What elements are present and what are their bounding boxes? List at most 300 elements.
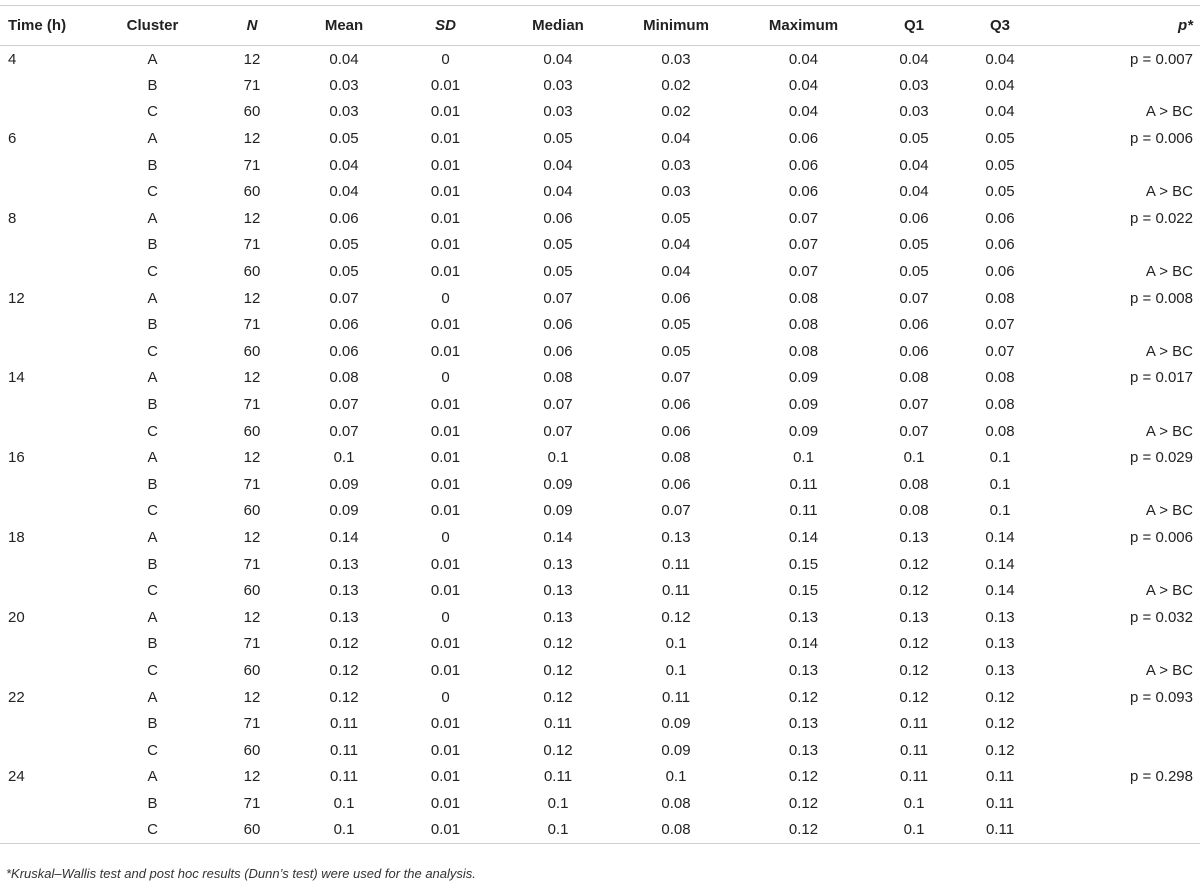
cell-cluster: B — [147, 635, 158, 653]
cell-n: 71 — [243, 715, 261, 733]
header-median: Median — [502, 6, 614, 46]
cell-maximum: 0.14 — [788, 528, 819, 546]
cell-minimum: 0.1 — [665, 661, 687, 679]
cell-minimum: 0.13 — [661, 528, 691, 546]
cell-time — [0, 710, 100, 737]
cell-sd: 0.01 — [430, 582, 461, 600]
cell-q1: 0.11 — [899, 768, 929, 786]
cell-q3: 0.06 — [985, 236, 1015, 254]
cell-time — [0, 311, 100, 338]
cell-p: A > BC — [1145, 342, 1193, 360]
cell-q1: 0.12 — [899, 635, 929, 653]
cell-time — [0, 72, 100, 99]
cell-sd: 0.01 — [430, 422, 461, 440]
header-mean: Mean — [299, 6, 389, 46]
cell-cluster: C — [147, 183, 158, 201]
cell-cluster: B — [147, 396, 158, 414]
cell-mean: 0.05 — [329, 236, 359, 254]
cell-cluster: A — [147, 768, 158, 786]
cell-q1: 0.04 — [899, 50, 929, 68]
cell-p: p = 0.298 — [1130, 768, 1193, 786]
table-row — [0, 577, 1200, 604]
cell-time: 8 — [8, 209, 17, 227]
cell-time — [0, 152, 100, 179]
cell-sd: 0 — [441, 369, 450, 387]
cell-q3: 0.11 — [959, 817, 1041, 844]
cell-sd: 0.01 — [430, 396, 461, 414]
cell-q1: 0.11 — [899, 741, 929, 759]
cell-median: 0.03 — [543, 76, 573, 94]
cell-q1: 0.12 — [899, 688, 929, 706]
cell-q1: 0.12 — [899, 582, 929, 600]
cell-q1: 0.12 — [899, 555, 929, 573]
cell-q1: 0.11 — [899, 715, 929, 733]
table-row — [0, 684, 1200, 711]
cell-median: 0.1 — [502, 817, 614, 844]
cell-q3: 0.14 — [985, 528, 1015, 546]
cell-q3: 0.08 — [985, 422, 1015, 440]
table-row — [0, 418, 1200, 445]
cell-sd: 0.01 — [430, 209, 461, 227]
table-row — [0, 737, 1200, 764]
cell-cluster: B — [147, 555, 158, 573]
cell-mean: 0.06 — [329, 209, 359, 227]
cell-q3: 0.04 — [985, 50, 1015, 68]
cell-n: 60 — [243, 183, 261, 201]
cell-q3: 0.07 — [985, 316, 1015, 334]
cell-q3: 0.13 — [985, 635, 1015, 653]
cell-mean: 0.09 — [329, 475, 359, 493]
cell-q3: 0.07 — [985, 342, 1015, 360]
cell-p: p = 0.093 — [1130, 688, 1193, 706]
cell-n: 12 — [243, 688, 261, 706]
cell-mean: 0.06 — [329, 342, 359, 360]
cell-n: 12 — [243, 528, 261, 546]
cell-time — [0, 577, 100, 604]
cell-cluster: B — [147, 794, 158, 812]
cell-median: 0.05 — [543, 263, 573, 281]
cell-n: 60 — [243, 342, 261, 360]
cell-median: 0.12 — [543, 688, 573, 706]
cell-maximum: 0.06 — [788, 130, 819, 148]
cell-cluster: C — [147, 661, 158, 679]
cell-p — [1041, 551, 1200, 578]
cell-q3: 0.05 — [985, 156, 1015, 174]
cell-minimum: 0.08 — [661, 794, 691, 812]
cell-q3: 0.06 — [985, 263, 1015, 281]
table-row — [0, 285, 1200, 312]
table-row — [0, 365, 1200, 392]
cell-p — [1041, 471, 1200, 498]
cell-maximum: 0.1 — [793, 449, 814, 467]
cell-q3: 0.13 — [985, 608, 1015, 626]
cell-n: 12 — [243, 289, 261, 307]
cell-cluster: A — [147, 289, 158, 307]
cell-mean: 0.12 — [329, 635, 359, 653]
cell-median: 0.14 — [543, 528, 573, 546]
cell-minimum: 0.1 — [665, 635, 687, 653]
cell-n: 71 — [243, 396, 261, 414]
cell-mean: 0.1 — [299, 817, 389, 844]
cell-cluster: A — [147, 528, 158, 546]
cell-p: A > BC — [1145, 502, 1193, 520]
cell-median: 0.09 — [543, 475, 573, 493]
cell-maximum: 0.13 — [788, 661, 819, 679]
cell-sd: 0 — [441, 528, 450, 546]
cell-p — [1041, 737, 1200, 764]
cell-median: 0.05 — [543, 130, 573, 148]
cell-mean: 0.03 — [329, 76, 359, 94]
cell-cluster: A — [147, 50, 158, 68]
header-p: p* — [1041, 6, 1200, 46]
cell-maximum: 0.09 — [788, 396, 819, 414]
cell-p — [1041, 152, 1200, 179]
table-row — [0, 391, 1200, 418]
cell-minimum: 0.02 — [661, 76, 691, 94]
table-row — [0, 604, 1200, 631]
cell-mean: 0.07 — [329, 396, 359, 414]
cell-cluster: C — [147, 741, 158, 759]
cell-sd: 0.01 — [430, 794, 461, 812]
cell-maximum: 0.11 — [789, 502, 818, 520]
cell-n: 71 — [243, 156, 261, 174]
cell-time — [0, 631, 100, 658]
cell-p — [1041, 631, 1200, 658]
cell-p — [1041, 391, 1200, 418]
cell-n: 71 — [243, 475, 261, 493]
table-row — [0, 657, 1200, 684]
cell-cluster: A — [147, 369, 158, 387]
header-n: N — [205, 6, 299, 46]
cell-median: 0.07 — [543, 289, 573, 307]
cell-maximum: 0.12 — [788, 688, 819, 706]
cell-mean: 0.1 — [333, 794, 355, 812]
cell-q3: 0.14 — [985, 582, 1015, 600]
cell-q3: 0.12 — [985, 715, 1015, 733]
cell-q1: 0.05 — [899, 263, 929, 281]
cell-q1: 0.1 — [869, 817, 959, 844]
cell-mean: 0.11 — [329, 715, 359, 733]
cell-median: 0.11 — [543, 715, 573, 733]
cell-minimum: 0.11 — [661, 582, 691, 600]
cell-median: 0.1 — [547, 449, 569, 467]
cell-n: 60 — [243, 263, 261, 281]
cell-minimum: 0.12 — [661, 608, 691, 626]
table-row — [0, 46, 1200, 73]
cell-sd: 0 — [441, 289, 450, 307]
cell-n: 12 — [243, 50, 261, 68]
table-row — [0, 764, 1200, 791]
cell-mean: 0.13 — [329, 608, 359, 626]
cell-mean: 0.11 — [329, 768, 359, 786]
cell-cluster: C — [100, 817, 205, 844]
cell-median: 0.12 — [543, 635, 573, 653]
cell-n: 12 — [243, 369, 261, 387]
cell-cluster: C — [147, 263, 158, 281]
cell-minimum: 0.05 — [661, 342, 691, 360]
cell-time: 14 — [8, 369, 25, 387]
cell-p: A > BC — [1145, 582, 1193, 600]
cell-cluster: A — [147, 688, 158, 706]
cell-sd: 0.01 — [430, 741, 461, 759]
cell-time: 16 — [8, 449, 25, 467]
cell-p — [1041, 311, 1200, 338]
cell-mean: 0.04 — [329, 183, 359, 201]
cell-q3: 0.12 — [985, 688, 1015, 706]
cell-q1: 0.07 — [899, 289, 929, 307]
cell-sd: 0.01 — [430, 236, 461, 254]
table-row — [0, 338, 1200, 365]
cell-q1: 0.06 — [899, 316, 929, 334]
cell-mean: 0.11 — [329, 741, 359, 759]
header-sd: SD — [389, 6, 502, 46]
cell-q3: 0.14 — [985, 555, 1015, 573]
cell-q3: 0.13 — [985, 661, 1015, 679]
cell-sd: 0.01 — [430, 475, 461, 493]
cell-sd: 0.01 — [389, 817, 502, 844]
cell-median: 0.04 — [543, 50, 573, 68]
cell-q1: 0.12 — [899, 661, 929, 679]
cell-minimum: 0.04 — [661, 130, 691, 148]
cell-maximum: 0.06 — [788, 183, 819, 201]
cell-q3: 0.1 — [989, 449, 1011, 467]
cell-sd: 0.01 — [430, 635, 461, 653]
cell-sd: 0.01 — [430, 263, 461, 281]
cell-sd: 0.01 — [430, 103, 461, 121]
cell-time — [0, 418, 100, 445]
cell-minimum: 0.09 — [661, 741, 691, 759]
cell-sd: 0.01 — [430, 156, 461, 174]
cell-cluster: B — [147, 475, 158, 493]
header-cluster: Cluster — [100, 6, 205, 46]
cell-time — [0, 391, 100, 418]
cell-n: 12 — [243, 768, 261, 786]
cell-n: 71 — [243, 794, 261, 812]
cell-cluster: B — [147, 156, 158, 174]
cell-n: 60 — [205, 817, 299, 844]
cell-minimum: 0.03 — [661, 156, 691, 174]
cell-minimum: 0.11 — [661, 688, 691, 706]
cell-minimum: 0.09 — [661, 715, 691, 733]
cell-n: 12 — [243, 209, 261, 227]
cell-mean: 0.06 — [329, 316, 359, 334]
cell-time — [0, 232, 100, 259]
cell-mean: 0.12 — [329, 661, 359, 679]
cell-cluster: C — [147, 342, 158, 360]
cell-sd: 0 — [441, 50, 450, 68]
cell-q3: 0.04 — [985, 103, 1015, 121]
cell-time: 6 — [8, 130, 17, 148]
cell-sd: 0.01 — [430, 316, 461, 334]
cell-minimum: 0.05 — [661, 316, 691, 334]
cell-time: 22 — [8, 688, 25, 706]
cell-minimum: 0.07 — [661, 502, 691, 520]
cell-q3: 0.1 — [989, 502, 1011, 520]
table-row — [0, 99, 1200, 126]
table-row — [0, 72, 1200, 99]
cell-q1: 0.1 — [903, 794, 925, 812]
cell-mean: 0.05 — [329, 130, 359, 148]
cell-median: 0.04 — [543, 183, 573, 201]
cell-minimum: 0.06 — [661, 289, 691, 307]
cell-maximum: 0.08 — [788, 289, 819, 307]
cell-maximum: 0.04 — [788, 50, 819, 68]
cell-maximum: 0.09 — [788, 422, 819, 440]
cell-q1: 0.06 — [899, 342, 929, 360]
cell-mean: 0.13 — [329, 582, 359, 600]
cell-q3: 0.08 — [985, 369, 1015, 387]
cell-n: 60 — [243, 582, 261, 600]
cell-maximum: 0.14 — [788, 635, 819, 653]
table-row — [0, 152, 1200, 179]
cell-p: A > BC — [1145, 422, 1193, 440]
cell-q3: 0.12 — [985, 741, 1015, 759]
cell-n: 12 — [243, 608, 261, 626]
cell-sd: 0.01 — [430, 768, 461, 786]
cell-p — [1041, 710, 1200, 737]
cell-median: 0.1 — [547, 794, 569, 812]
cell-maximum: 0.06 — [788, 156, 819, 174]
cell-q1: 0.05 — [899, 130, 929, 148]
cell-mean: 0.14 — [329, 528, 359, 546]
cell-minimum: 0.03 — [661, 183, 691, 201]
cell-time — [0, 657, 100, 684]
cell-mean: 0.13 — [329, 555, 359, 573]
cell-q1: 0.06 — [899, 209, 929, 227]
table-row — [0, 125, 1200, 152]
cell-n: 60 — [243, 103, 261, 121]
cell-minimum: 0.04 — [661, 236, 691, 254]
header-row — [0, 6, 1200, 46]
table-row — [0, 498, 1200, 525]
cell-maximum: 0.11 — [789, 475, 818, 493]
cell-maximum: 0.09 — [788, 369, 819, 387]
cell-minimum: 0.03 — [661, 50, 691, 68]
cell-time: 12 — [8, 289, 25, 307]
table-row — [0, 311, 1200, 338]
cell-mean: 0.05 — [329, 263, 359, 281]
cell-maximum: 0.07 — [788, 263, 819, 281]
cell-median: 0.06 — [543, 342, 573, 360]
cell-p: A > BC — [1145, 103, 1193, 121]
cell-q1: 0.08 — [899, 502, 929, 520]
cell-q1: 0.08 — [899, 475, 929, 493]
cell-median: 0.08 — [543, 369, 573, 387]
cell-median: 0.07 — [543, 396, 573, 414]
header-minimum: Minimum — [614, 6, 738, 46]
cell-n: 71 — [243, 555, 261, 573]
cell-mean: 0.12 — [329, 688, 359, 706]
cell-p: p = 0.032 — [1130, 608, 1193, 626]
table-row — [0, 205, 1200, 232]
header-q1: Q1 — [869, 6, 959, 46]
table-row — [0, 471, 1200, 498]
cell-p — [1041, 817, 1200, 844]
table-row — [0, 232, 1200, 259]
cell-q1: 0.08 — [899, 369, 929, 387]
cell-minimum: 0.06 — [661, 396, 691, 414]
cell-median: 0.13 — [543, 555, 573, 573]
table-row — [0, 551, 1200, 578]
cell-q1: 0.1 — [903, 449, 925, 467]
cell-minimum: 0.06 — [661, 475, 691, 493]
cell-sd: 0 — [441, 688, 450, 706]
cell-median: 0.03 — [543, 103, 573, 121]
cell-n: 71 — [243, 635, 261, 653]
cell-p: p = 0.029 — [1130, 449, 1193, 467]
cell-minimum: 0.08 — [661, 449, 691, 467]
cell-maximum: 0.12 — [738, 817, 869, 844]
cell-sd: 0.01 — [430, 76, 461, 94]
cell-q3: 0.08 — [985, 396, 1015, 414]
cell-maximum: 0.12 — [788, 794, 819, 812]
cell-cluster: A — [147, 608, 158, 626]
cell-q1: 0.07 — [899, 422, 929, 440]
cell-p: A > BC — [1145, 661, 1193, 679]
cell-sd: 0 — [441, 608, 450, 626]
cell-maximum: 0.04 — [788, 76, 819, 94]
cell-time: 24 — [8, 768, 25, 786]
cell-p: p = 0.006 — [1130, 528, 1193, 546]
table-row — [0, 258, 1200, 285]
cell-n: 71 — [243, 236, 261, 254]
cell-median: 0.12 — [543, 741, 573, 759]
cell-q1: 0.03 — [899, 76, 929, 94]
cell-maximum: 0.12 — [788, 768, 819, 786]
cell-cluster: C — [147, 502, 158, 520]
cell-n: 60 — [243, 661, 261, 679]
table-row — [0, 178, 1200, 205]
cell-minimum: 0.04 — [661, 263, 691, 281]
cell-maximum: 0.15 — [788, 555, 819, 573]
cell-mean: 0.07 — [329, 422, 359, 440]
cell-time: 18 — [8, 528, 25, 546]
cell-mean: 0.09 — [329, 502, 359, 520]
cell-minimum: 0.08 — [614, 817, 738, 844]
cell-n: 12 — [243, 449, 261, 467]
cell-n: 60 — [243, 502, 261, 520]
cell-q3: 0.06 — [985, 209, 1015, 227]
cell-maximum: 0.13 — [788, 715, 819, 733]
cell-q3: 0.08 — [985, 289, 1015, 307]
cell-median: 0.13 — [543, 608, 573, 626]
cell-time — [0, 817, 100, 844]
cell-time — [0, 737, 100, 764]
cell-maximum: 0.15 — [788, 582, 819, 600]
cell-minimum: 0.02 — [661, 103, 691, 121]
cell-median: 0.06 — [543, 209, 573, 227]
cell-median: 0.06 — [543, 316, 573, 334]
cell-p: p = 0.008 — [1130, 289, 1193, 307]
header-time: Time (h) — [0, 6, 100, 46]
header-q3: Q3 — [959, 6, 1041, 46]
cell-q3: 0.05 — [985, 130, 1015, 148]
cell-cluster: B — [147, 76, 158, 94]
cell-median: 0.07 — [543, 422, 573, 440]
cell-time — [0, 338, 100, 365]
header-maximum: Maximum — [738, 6, 869, 46]
cell-sd: 0.01 — [430, 342, 461, 360]
cell-p: p = 0.006 — [1130, 130, 1193, 148]
cell-p: A > BC — [1145, 183, 1193, 201]
cell-cluster: A — [147, 209, 158, 227]
cell-maximum: 0.08 — [788, 316, 819, 334]
cell-q3: 0.04 — [985, 76, 1015, 94]
cell-n: 12 — [243, 130, 261, 148]
cell-cluster: A — [147, 449, 158, 467]
cell-minimum: 0.05 — [661, 209, 691, 227]
cell-median: 0.12 — [543, 661, 573, 679]
